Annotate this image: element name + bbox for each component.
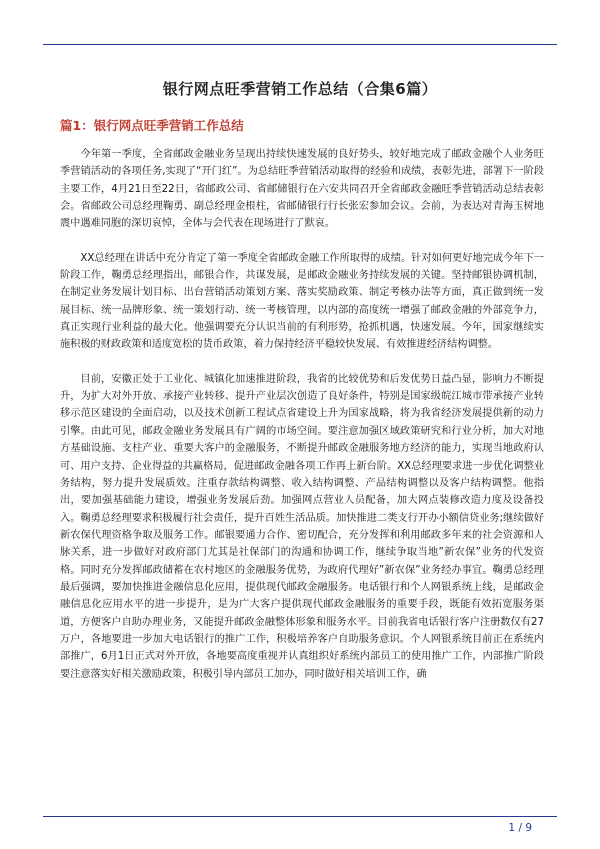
paragraph: XX总经理在讲话中充分肯定了第一季度全省邮政金融工作所取得的成绩。针对如何更好地完成今年下一阶段工作，鞠勇总经理指出，邮银合作，共谋发展，是邮政金融业务持续发展的关键。坚持邮银协调机制，在制定业务发展计划目标、出台营销活动策划方案、落实奖励政策、制定考核办法等方面，真正做到统一发展目标、统一品牌形象、统一策划行动、统一考核管理，以内部的高度统一增强了邮政金融的外部竞争力，真正实现行业利益的最大化。他强调要充分认识当前的有利形势，抢抓机遇，快速发展。今年，国家继续实施积极的财政政策和适度宽松的货币政策，着力保持经济平稳较快发展、有效推进经济结构调整。: [60, 252, 544, 351]
section-heading: 篇1：银行网点旺季营销工作总结: [60, 118, 244, 133]
page-number: 1 / 9: [508, 822, 532, 834]
body-text: [60, 146, 544, 683]
header-rule: [43, 44, 557, 45]
paragraph: 目前，安徽正处于工业化、城镇化加速推进阶段，我省的比较优势和后发优势日益凸显，影响力不断提升，为扩大对外开放、承接产业转移、提升产业层次创造了良好条件，特别是国家级皖江城市带承接产业转移示范区建设的全面启动，以及技术创新工程试点省建设上升为国家战略，将为我省经济发展提供新的动力引擎。由此可见，邮政金融业务发展具有广阔的市场空间。要注意加强区域政策研究和行业分析，加大对地方基础设施、支柱产业、重要大客户的金融服务，不断提升邮政金融服务地方经济的能力，实现当地政府认可、用户支持、企业得益的共赢格局，促进邮政金融各项工作再上新台阶。XX总经理要求进一步优化调整业务结构，努力提升发展质效。注重存款结构调整、收入结构调整、产品结构调整以及客户结构调整。他指出，要加强基础能力建设，增强业务发展后劲。加强网点营业人员配备，加大网点装修改造力度及设备投入。鞠勇总经理要求积极履行社会责任，提升百姓生活品质。加快推进二类支行开办小额信贷业务;继续做好新农保代理资格争取及服务工作。邮银要通力合作、密切配合，充分发挥和利用邮政多年来的社会资源和人脉关系，进一步做好对政府部门尤其是社保部门的沟通和协调工作，继续争取当地”新农保”业务的代发资格。同时充分发挥邮政储蓄在农村地区的金融服务优势，为政府代理好”新农保”业务经办事宜。鞠勇总经理最后强调，要加快推进金融信息化应用，提供现代邮政金融服务。电话银行和个人网银系统上线，是邮政金融信息化应用水平的进一步提升，是为广大客户提供现代邮政金融服务的重要手段，既能有效拓宽服务渠道，方便客户自助办理业务，又能提升邮政金融整体形象和服务水平。目前我省电话银行客户注册数仅有27万户，各地要进一步加大电话银行的推广工作，积极培养客户自助服务意识。个人网银系统目前正在系统内部推广，6月1日正式对外开放，各地要高度重视并认真组织好系统内部员工的使用推广工作，内部推广阶段要注意落实好相关激励政策，积极引导内部员工加办，同时做好相关培训工作，确: [60, 373, 545, 680]
footer-rule: [43, 816, 557, 817]
document-title: 银行网点旺季营销工作总结（合集6篇）: [162, 80, 438, 98]
paragraph: 今年第一季度，全省邮政金融业务呈现出持续快速发展的良好势头，较好地完成了邮政金融个人业务旺季营销活动的各项任务,实现了“开门红”。为总结旺季营销活动取得的经验和成绩，表彰先进，部署下一阶段主要工作，4月21日至22日，省邮政公司、省邮储银行在六安共同召开全省邮政金融旺季营销活动总结表彰会。省邮政公司总经理鞠勇、副总经理金根柱，省邮储银行行长张宏参加会议。会前，为表达对青海玉树地震中遇难同胞的深切哀悼，全体与会代表在现场进行了默哀。: [60, 149, 544, 230]
